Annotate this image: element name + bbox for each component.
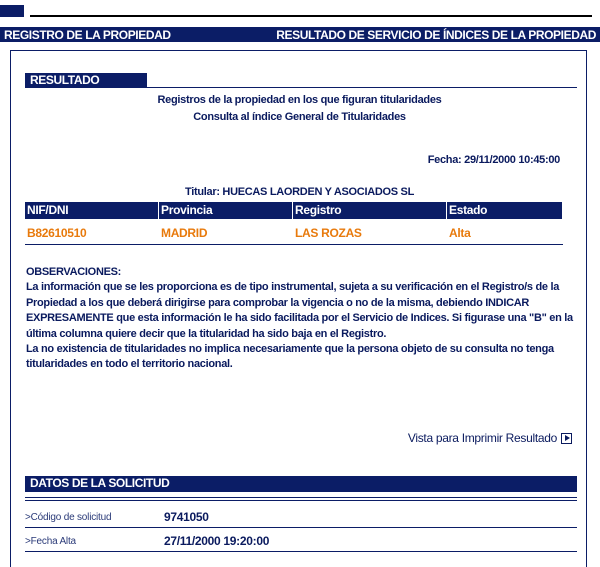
col-header-nif: NIF/DNI — [25, 202, 159, 219]
resultado-section-title: RESULTADO — [25, 73, 147, 88]
header-left-title: REGISTRO DE LA PROPIEDAD — [4, 27, 171, 42]
solicitud-fecha-label: >Fecha Alta — [25, 535, 76, 547]
observaciones-text-1: La información que se les proporciona es de tipo instrumental, sujeta a su verificación en el Registro/s de la Propiedad a los que deberá dirigirse para comprobar la vigencia o no de la misma, debiendo INDICAR EXPRESAMENTE que esta información le ha sido facilitada por el Servicio de Indices. Si figurase una "B" en la última columna quiere decir que la titularidad ha sido baja en el Registro. — [26, 281, 573, 340]
cell-registro: LAS ROZAS — [295, 226, 362, 240]
result-table-header — [25, 202, 563, 219]
resultado-subtitle-2: Consulta al índice General de Titularidades — [193, 111, 406, 123]
resultado-subtitle-1: Registros de la propiedad en los que figuran titularidades — [157, 94, 442, 106]
print-view-link[interactable] — [408, 431, 572, 445]
arrow-right-icon[interactable] — [561, 433, 572, 444]
table-row — [25, 226, 563, 245]
observaciones-block — [26, 265, 576, 373]
col-header-estado: Estado — [447, 202, 563, 219]
cell-estado: Alta — [449, 226, 471, 240]
observaciones-title: OBSERVACIONES: — [26, 266, 122, 278]
consulta-fecha: Fecha: 29/11/2000 10:45:00 — [427, 154, 560, 166]
list-item — [25, 531, 577, 552]
solicitud-codigo-label: >Código de solicitud — [25, 511, 112, 523]
solicitud-fecha-value: 27/11/2000 19:20:00 — [164, 534, 270, 548]
page-header-bar — [0, 27, 600, 42]
solicitud-section-line-1 — [25, 497, 577, 498]
top-decoration-block — [0, 5, 24, 17]
cell-provincia: MADRID — [161, 226, 208, 240]
solicitud-section-title: DATOS DE LA SOLICITUD — [25, 476, 577, 492]
cell-nif: B82610510 — [27, 226, 87, 240]
solicitud-section-line-2 — [25, 500, 577, 501]
result-panel — [10, 50, 587, 567]
print-view-label[interactable]: Vista para Imprimir Resultado — [407, 431, 557, 445]
col-header-registro: Registro — [293, 202, 447, 219]
list-item — [25, 507, 577, 528]
top-divider — [30, 15, 592, 17]
solicitud-codigo-value: 9741050 — [164, 510, 209, 524]
titular-name: Titular: HUECAS LAORDEN Y ASOCIADOS SL — [185, 186, 414, 198]
header-right-title: RESULTADO DE SERVICIO DE ÍNDICES DE LA PROPIEDAD — [276, 27, 596, 42]
resultado-section-line — [147, 87, 577, 88]
observaciones-text-2: La no existencia de titularidades no implica necesariamente que la persona objeto de su consulta no tenga titularidades en todo el territorio nacional. — [26, 343, 554, 371]
col-header-provincia: Provincia — [159, 202, 293, 219]
